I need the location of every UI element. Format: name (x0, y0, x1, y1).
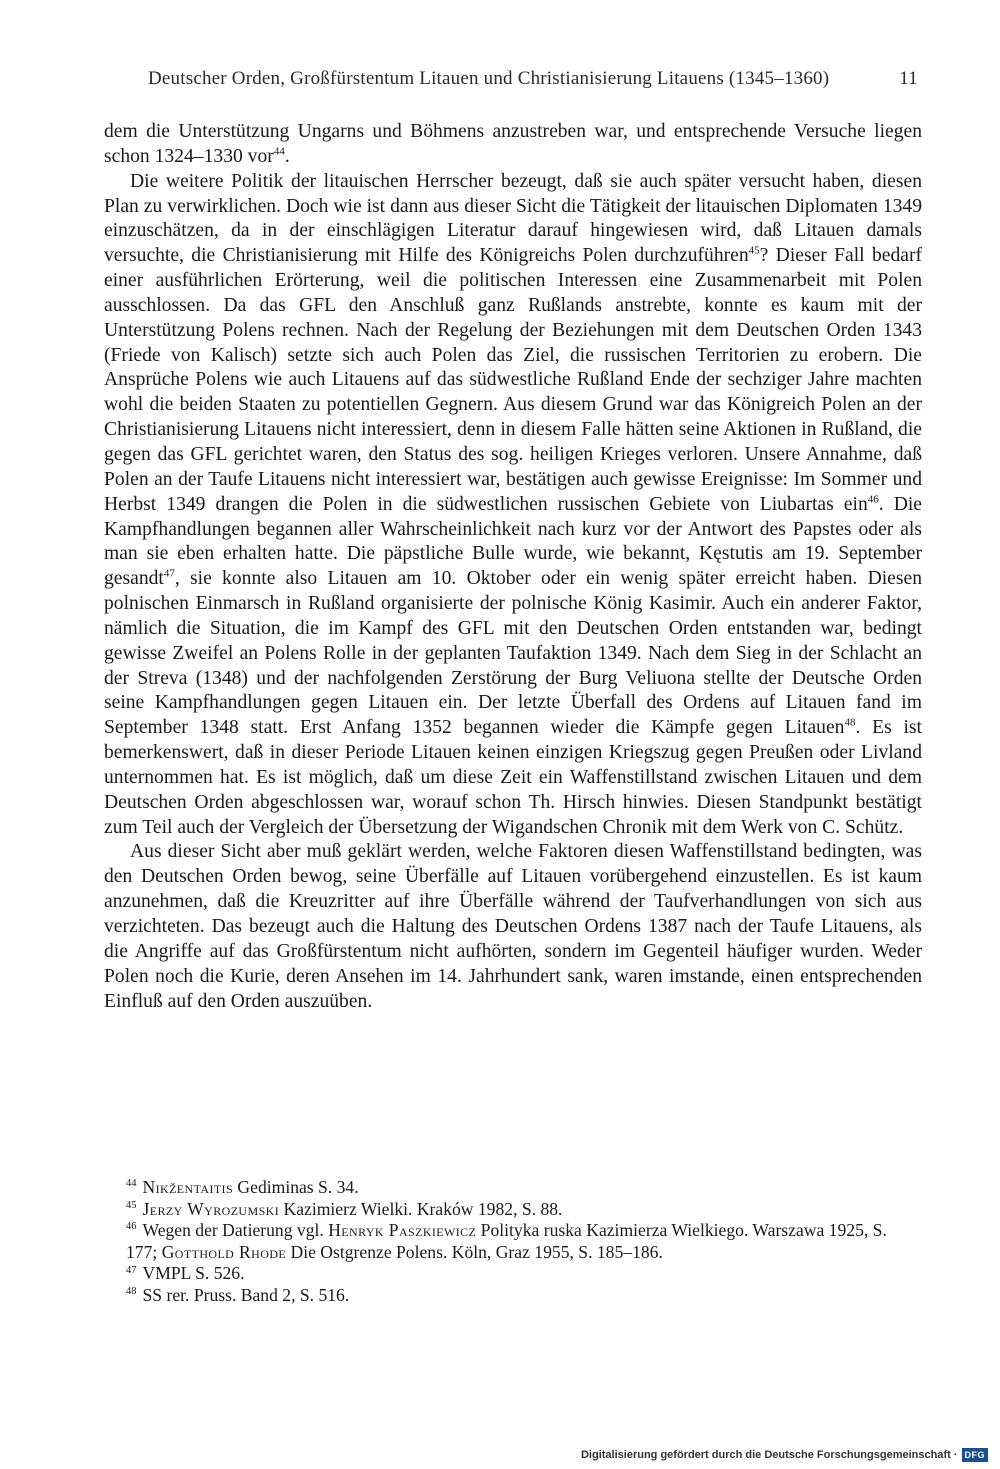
footnote-marker: 48 (844, 716, 856, 729)
footnote-marker: 47 (163, 567, 175, 580)
footnote-author: Henryk Paszkiewicz (328, 1220, 477, 1241)
footnote-text: SS rer. Pruss. Band 2, S. 516. (142, 1284, 350, 1305)
paragraph-text: Aus dieser Sicht aber muß geklärt werden, welche Faktoren diesen Waffenstillstand bedingten, was den Deutschen Orden bewog, seine Überfälle auf Litauen vorübergehend einzustellen. Es ist kaum anzunehmen, daß die Kreuzritter auf ihre Überfälle während der Taufverhandlungen von sich aus verzichteten. Das bezeugt auch die Haltung des Deutschen Ordens 1387 nach der Taufe Litauens, als die Angriffe auf das Großfürstentum nicht aufhörten, sondern im Gegenteil häufiger wurden. Weder Polen noch die Kurie, deren Ansehen im 14. Jahrhundert sank, waren imstande, einen entsprechenden Einfluß auf den Orden auszuüben. (104, 841, 922, 1012)
footnotes (104, 1177, 922, 1307)
paragraph (104, 840, 922, 1014)
footnote-number: 47 (126, 1264, 137, 1276)
paragraph-text: . Die Kampfhandlungen begannen aller Wahrscheinlichkeit nach kurz vor der Antwort des Papstes oder als man sie eben erhalten hatte. Die päpstliche Bulle wurde, wie bekannt, Kęstutis am 19. September gesandt (104, 493, 922, 590)
footnote (104, 1263, 922, 1285)
footnote-text: Die Ostgrenze Polens. Köln, Graz 1955, S. 185–186. (286, 1241, 663, 1262)
footnote-author: Nikžentaitis (142, 1177, 234, 1197)
funding-note: Digitalisierung gefördert durch die Deutsche Forschungsgemeinschaft · (580, 1449, 958, 1461)
footnote (104, 1220, 922, 1263)
footnote-text: Wegen der Datierung vgl. (142, 1220, 329, 1241)
footnote-marker: 45 (748, 244, 760, 257)
footnote-author: Gotthold Rhode (161, 1241, 287, 1262)
footnote-text: Gediminas S. 34. (233, 1177, 359, 1197)
footnote-marker: 46 (867, 493, 879, 506)
paragraph-text: , sie konnte also Litauen am 10. Oktober oder ein wenig später erreicht haben. Diesen polnischen Einmarsch in Rußland organisierte der polnische König Kasimir. Auch ein anderer Faktor, nämlich die Situation, die im Kampf des GFL mit den Deutschen Orden entstanden war, bedingt gewisse Zweifel an Polens Rolle in der geplanten Taufaktion 1349. Nach dem Sieg in der Schlacht an der Streva (1348) und der nachfolgenden Zerstörung der Burg Veliuona stellte der Deutsche Orden seine Kampfhandlungen gegen Litauen ein. Der letzte Überfall des Ordens auf Litauen fand im September 1348 statt. Erst Anfang 1352 begannen wieder die Kämpfe gegen Litauen (104, 568, 922, 739)
footnote-marker: 44 (273, 145, 285, 158)
footnote-number: 44 (126, 1178, 137, 1190)
running-header (148, 68, 924, 90)
footnote (104, 1199, 922, 1221)
footnote-text: VMPL S. 526. (142, 1263, 245, 1284)
running-title: Deutscher Orden, Großfürstentum Litauen und Christianisierung Litauens (1345–1360) (148, 68, 830, 89)
page-number: 11 (899, 68, 918, 89)
footnote-text: Kazimierz Wielki. Kraków 1982, S. 88. (279, 1198, 563, 1219)
dfg-logo: DFG (962, 1448, 989, 1462)
main-text (104, 120, 922, 1014)
paragraph-text: . Es ist bemerkenswert, daß in dieser Periode Litauen keinen einzigen Kriegszug gegen Preußen oder Livland unternommen hat. Es ist möglich, daß um diese Zeit ein Waffenstillstand zwischen Litauen und dem Deutschen Orden abgeschlossen war, worauf schon Th. Hirsch hinwies. Diesen Standpunkt bestätigt zum Teil auch der Vergleich der Übersetzung der Wigandschen Chronik mit dem Werk von C. Schütz. (104, 717, 922, 838)
footnote-number: 46 (126, 1221, 137, 1233)
paragraph (104, 170, 922, 841)
paragraph (104, 120, 922, 170)
footnote-author: Jerzy Wyrozumski (142, 1198, 280, 1219)
footnote-number: 45 (126, 1199, 137, 1211)
paragraph-text: . (284, 145, 290, 167)
footnote (104, 1177, 922, 1199)
funding-footer (581, 1448, 988, 1462)
footnote-text: Polityka ruska Kazimierza Wielkiego. Warszawa 1925, S. 177; (126, 1220, 887, 1262)
paragraph-text: ? Dieser Fall bedarf einer ausführlichen Erörterung, weil die politischen Interessen eine Zusammenarbeit mit Polen ausschlossen. Da das GFL den Anschluß ganz Rußlands anstrebte, konnte es kaum mit der Unterstützung Polens rechnen. Nach der Regelung der Beziehungen mit dem Deutschen Orden 1343 (Friede von Kalisch) setzte sich auch Polen das Ziel, die russischen Territorien zu erobern. Die Ansprüche Polens wie auch Litauens auf das südwestliche Rußland Ende der sechziger Jahre machten wohl die beiden Staaten zu potentiellen Gegnern. Aus diesem Grund war das Königreich Polen an der Christianisierung Litauens nicht interessiert, denn in diesem Falle hätten seine Aktionen in Rußland, die gegen das GFL gerichtet waren, den Status des sog. heiligen Krieges verloren. Unsere Annahme, daß Polen an der Taufe Litauens nicht interessiert war, bestätigen auch gewisse Ereignisse: Im Sommer und Herbst 1349 drangen die Polen in die südwestlichen russischen Gebiete von Liubartas ein (104, 245, 922, 515)
footnote-number: 48 (126, 1286, 137, 1298)
paragraph-text: Die weitere Politik der litauischen Herrscher bezeugt, daß sie auch später versucht haben, diesen Plan zu verwirklichen. Doch wie ist dann aus dieser Sicht die Tätigkeit der litauischen Diplomaten 1349 einzuschätzen, da in der einschlägigen Literatur darauf hingewiesen wird, daß Litauen damals versuchte, die Christianisierung mit Hilfe des Königreichs Polen durchzuführen (104, 170, 922, 267)
paragraph-text: dem die Unterstützung Ungarns und Böhmens anzustreben war, und entsprechende Versuche liegen schon 1324–1330 vor (104, 121, 922, 167)
footnote (104, 1285, 922, 1307)
